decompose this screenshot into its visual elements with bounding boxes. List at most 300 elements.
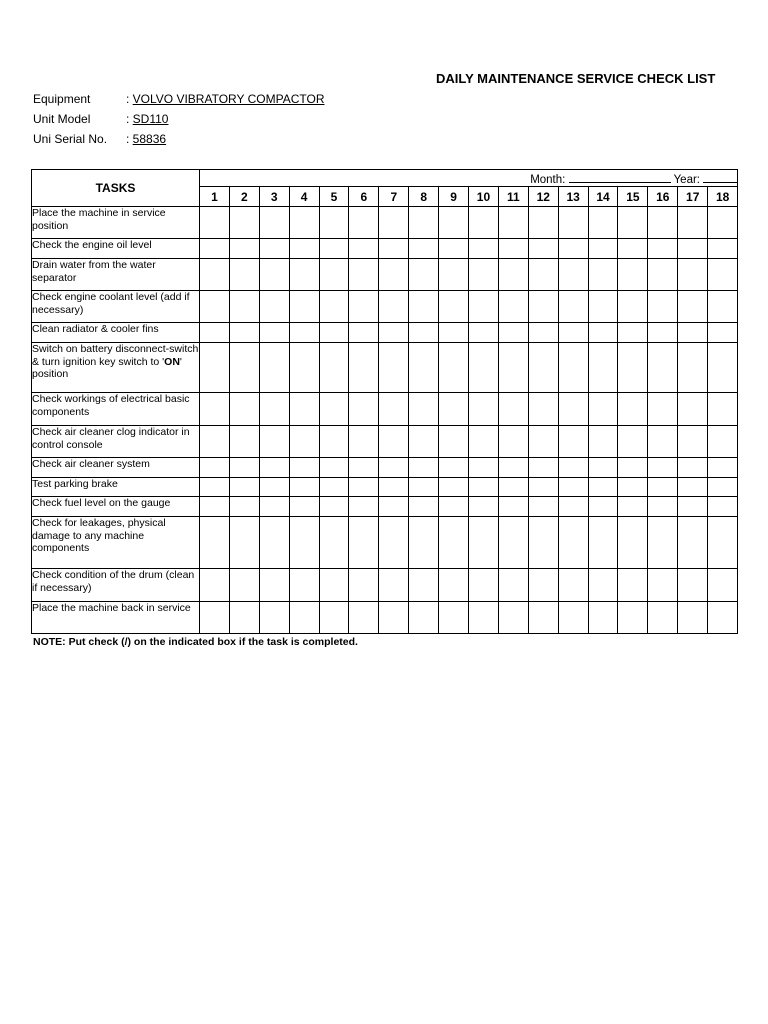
check-box[interactable]: [528, 458, 558, 478]
check-box[interactable]: [498, 239, 528, 259]
task-text: Check engine coolant level (add if necessary): [32, 291, 190, 316]
check-box[interactable]: [200, 393, 230, 426]
check-box[interactable]: [229, 478, 259, 497]
check-box[interactable]: [678, 602, 708, 634]
check-box[interactable]: [349, 207, 379, 239]
check-box[interactable]: [349, 393, 379, 426]
check-box[interactable]: [528, 426, 558, 458]
check-box[interactable]: [678, 291, 708, 323]
check-box[interactable]: [200, 602, 230, 634]
task-text: Check fuel level on the gauge: [32, 497, 171, 509]
check-box[interactable]: [439, 517, 469, 569]
check-box[interactable]: [319, 602, 349, 634]
check-box[interactable]: [229, 207, 259, 239]
check-box[interactable]: [229, 569, 259, 602]
check-box[interactable]: [379, 426, 409, 458]
check-box[interactable]: [229, 259, 259, 291]
check-box[interactable]: [469, 239, 499, 259]
check-box[interactable]: [289, 426, 319, 458]
check-box[interactable]: [558, 602, 588, 634]
check-box[interactable]: [319, 478, 349, 497]
check-box[interactable]: [469, 426, 499, 458]
check-box[interactable]: [708, 239, 738, 259]
check-box[interactable]: [469, 602, 499, 634]
table-row: [32, 207, 738, 239]
check-box[interactable]: [708, 497, 738, 517]
check-box[interactable]: [349, 602, 379, 634]
check-box[interactable]: [319, 207, 349, 239]
check-box[interactable]: [588, 393, 618, 426]
check-box[interactable]: [439, 569, 469, 602]
meta-label: Equipment: [33, 92, 91, 106]
check-box[interactable]: [708, 602, 738, 634]
check-box[interactable]: [289, 517, 319, 569]
check-box[interactable]: [588, 602, 618, 634]
task-text-suffix: ' position: [32, 355, 182, 380]
check-box[interactable]: [618, 517, 648, 569]
check-box[interactable]: [349, 478, 379, 497]
check-box[interactable]: [588, 343, 618, 393]
check-box[interactable]: [409, 207, 439, 239]
check-box[interactable]: [528, 239, 558, 259]
check-box[interactable]: [678, 259, 708, 291]
check-box[interactable]: [259, 207, 289, 239]
check-box[interactable]: [648, 343, 678, 393]
check-box[interactable]: [469, 497, 499, 517]
check-box[interactable]: [200, 517, 230, 569]
check-box[interactable]: [469, 291, 499, 323]
check-box[interactable]: [229, 602, 259, 634]
check-box[interactable]: [528, 323, 558, 343]
check-box[interactable]: [528, 602, 558, 634]
check-box[interactable]: [469, 259, 499, 291]
check-box[interactable]: [289, 291, 319, 323]
check-box[interactable]: [678, 458, 708, 478]
task-text: Check condition of the drum (clean if necessary): [32, 569, 195, 594]
check-box[interactable]: [618, 291, 648, 323]
check-box[interactable]: [678, 323, 708, 343]
check-box[interactable]: [648, 239, 678, 259]
check-box[interactable]: [708, 323, 738, 343]
note-text: NOTE: Put check (/) on the indicated box if the task is completed.: [33, 636, 358, 648]
check-box[interactable]: [439, 291, 469, 323]
check-box[interactable]: [319, 426, 349, 458]
check-box[interactable]: [319, 323, 349, 343]
check-box[interactable]: [259, 517, 289, 569]
check-box[interactable]: [558, 517, 588, 569]
check-box[interactable]: [439, 343, 469, 393]
check-box[interactable]: [618, 426, 648, 458]
month-blank[interactable]: [569, 172, 671, 183]
check-box[interactable]: [648, 497, 678, 517]
check-box[interactable]: [498, 393, 528, 426]
check-box[interactable]: [708, 478, 738, 497]
check-box[interactable]: [200, 426, 230, 458]
check-box[interactable]: [648, 458, 678, 478]
check-box[interactable]: [528, 497, 558, 517]
check-box[interactable]: [469, 458, 499, 478]
check-box[interactable]: [528, 343, 558, 393]
check-box[interactable]: [259, 291, 289, 323]
task-text-bold: ON: [164, 355, 180, 368]
check-box[interactable]: [439, 426, 469, 458]
check-box[interactable]: [618, 569, 648, 602]
day-header: 12: [528, 187, 558, 207]
day-header: 7: [379, 187, 409, 207]
check-box[interactable]: [498, 343, 528, 393]
check-box[interactable]: [678, 497, 708, 517]
meta-value: 58836: [132, 132, 167, 146]
check-box[interactable]: [648, 426, 678, 458]
check-box[interactable]: [319, 291, 349, 323]
check-box[interactable]: [409, 458, 439, 478]
check-box[interactable]: [229, 497, 259, 517]
check-box[interactable]: [588, 323, 618, 343]
check-box[interactable]: [379, 343, 409, 393]
check-box[interactable]: [528, 259, 558, 291]
check-box[interactable]: [379, 458, 409, 478]
check-box[interactable]: [379, 239, 409, 259]
check-box[interactable]: [439, 497, 469, 517]
check-box[interactable]: [409, 426, 439, 458]
check-box[interactable]: [558, 426, 588, 458]
check-box[interactable]: [259, 323, 289, 343]
check-box[interactable]: [379, 517, 409, 569]
year-blank[interactable]: [703, 172, 737, 183]
check-box[interactable]: [439, 259, 469, 291]
table-row: [32, 343, 738, 393]
check-box[interactable]: [708, 259, 738, 291]
check-box[interactable]: [618, 343, 648, 393]
check-box[interactable]: [528, 478, 558, 497]
check-box[interactable]: [648, 207, 678, 239]
check-box[interactable]: [648, 569, 678, 602]
check-box[interactable]: [259, 497, 289, 517]
tasks-header: TASKS: [32, 170, 200, 207]
check-box[interactable]: [678, 393, 708, 426]
check-box[interactable]: [409, 323, 439, 343]
check-box[interactable]: [708, 426, 738, 458]
check-box[interactable]: [588, 497, 618, 517]
check-box[interactable]: [289, 569, 319, 602]
check-box[interactable]: [200, 259, 230, 291]
check-box[interactable]: [409, 239, 439, 259]
check-box[interactable]: [708, 517, 738, 569]
check-box[interactable]: [558, 458, 588, 478]
check-box[interactable]: [259, 259, 289, 291]
check-box[interactable]: [498, 291, 528, 323]
table-row: [32, 239, 738, 259]
check-box[interactable]: [409, 259, 439, 291]
check-box[interactable]: [588, 239, 618, 259]
check-box[interactable]: [588, 259, 618, 291]
check-box[interactable]: [439, 393, 469, 426]
check-box[interactable]: [289, 478, 319, 497]
check-box[interactable]: [558, 291, 588, 323]
check-box[interactable]: [379, 393, 409, 426]
check-box[interactable]: [678, 239, 708, 259]
task-label: [32, 517, 200, 569]
check-box[interactable]: [588, 207, 618, 239]
check-box[interactable]: [678, 207, 708, 239]
check-box[interactable]: [229, 239, 259, 259]
check-box[interactable]: [439, 458, 469, 478]
check-box[interactable]: [200, 458, 230, 478]
check-box[interactable]: [558, 239, 588, 259]
check-box[interactable]: [498, 497, 528, 517]
day-header: 17: [678, 187, 708, 207]
check-box[interactable]: [259, 426, 289, 458]
check-box[interactable]: [678, 426, 708, 458]
check-box[interactable]: [200, 478, 230, 497]
check-box[interactable]: [349, 426, 379, 458]
check-box[interactable]: [558, 478, 588, 497]
check-box[interactable]: [409, 517, 439, 569]
task-label: [32, 239, 200, 259]
check-box[interactable]: [319, 239, 349, 259]
check-box[interactable]: [498, 517, 528, 569]
check-box[interactable]: [259, 458, 289, 478]
check-box[interactable]: [469, 517, 499, 569]
check-box[interactable]: [259, 343, 289, 393]
check-box[interactable]: [648, 602, 678, 634]
meta-colon: :: [126, 112, 133, 126]
check-box[interactable]: [349, 458, 379, 478]
check-box[interactable]: [409, 497, 439, 517]
check-box[interactable]: [618, 393, 648, 426]
check-box[interactable]: [708, 458, 738, 478]
check-box[interactable]: [558, 497, 588, 517]
check-box[interactable]: [439, 602, 469, 634]
check-box[interactable]: [708, 569, 738, 602]
task-label: [32, 458, 200, 478]
check-box[interactable]: [259, 602, 289, 634]
check-box[interactable]: [469, 569, 499, 602]
check-box[interactable]: [319, 393, 349, 426]
check-box[interactable]: [558, 207, 588, 239]
task-label: [32, 323, 200, 343]
check-box[interactable]: [229, 426, 259, 458]
table-row: [32, 458, 738, 478]
check-box[interactable]: [289, 323, 319, 343]
check-box[interactable]: [469, 478, 499, 497]
check-box[interactable]: [349, 291, 379, 323]
check-box[interactable]: [379, 291, 409, 323]
check-box[interactable]: [618, 207, 648, 239]
check-box[interactable]: [708, 393, 738, 426]
check-box[interactable]: [618, 458, 648, 478]
check-box[interactable]: [289, 239, 319, 259]
check-box[interactable]: [349, 343, 379, 393]
check-box[interactable]: [289, 497, 319, 517]
table-row: [32, 569, 738, 602]
check-box[interactable]: [349, 259, 379, 291]
check-box[interactable]: [289, 602, 319, 634]
day-header: 3: [259, 187, 289, 207]
check-box[interactable]: [379, 259, 409, 291]
day-header: 2: [229, 187, 259, 207]
check-box[interactable]: [498, 569, 528, 602]
check-box[interactable]: [528, 517, 558, 569]
check-box[interactable]: [319, 569, 349, 602]
check-box[interactable]: [349, 497, 379, 517]
check-box[interactable]: [200, 291, 230, 323]
check-box[interactable]: [498, 458, 528, 478]
check-box[interactable]: [498, 426, 528, 458]
check-box[interactable]: [618, 497, 648, 517]
check-box[interactable]: [648, 259, 678, 291]
check-box[interactable]: [319, 497, 349, 517]
check-box[interactable]: [498, 207, 528, 239]
check-box[interactable]: [200, 497, 230, 517]
check-box[interactable]: [229, 517, 259, 569]
check-box[interactable]: [678, 343, 708, 393]
check-box[interactable]: [528, 291, 558, 323]
check-box[interactable]: [588, 426, 618, 458]
task-label: [32, 569, 200, 602]
check-box[interactable]: [558, 259, 588, 291]
check-box[interactable]: [498, 478, 528, 497]
check-box[interactable]: [200, 343, 230, 393]
check-box[interactable]: [648, 478, 678, 497]
check-box[interactable]: [289, 207, 319, 239]
check-box[interactable]: [439, 478, 469, 497]
check-box[interactable]: [259, 569, 289, 602]
check-box[interactable]: [289, 458, 319, 478]
check-box[interactable]: [409, 291, 439, 323]
task-label: [32, 207, 200, 239]
check-box[interactable]: [229, 343, 259, 393]
check-box[interactable]: [498, 602, 528, 634]
check-box[interactable]: [528, 393, 558, 426]
check-box[interactable]: [588, 569, 618, 602]
checklist-table: [31, 169, 738, 634]
check-box[interactable]: [409, 478, 439, 497]
table-row: [32, 517, 738, 569]
check-box[interactable]: [498, 259, 528, 291]
check-box[interactable]: [289, 343, 319, 393]
check-box[interactable]: [498, 323, 528, 343]
check-box[interactable]: [349, 517, 379, 569]
page-title: DAILY MAINTENANCE SERVICE CHECK LIST: [436, 71, 716, 86]
check-box[interactable]: [379, 569, 409, 602]
check-box[interactable]: [409, 569, 439, 602]
check-box[interactable]: [379, 602, 409, 634]
check-box[interactable]: [558, 343, 588, 393]
check-box[interactable]: [319, 343, 349, 393]
check-box[interactable]: [618, 239, 648, 259]
task-label: [32, 291, 200, 323]
check-box[interactable]: [439, 207, 469, 239]
task-label: [32, 393, 200, 426]
check-box[interactable]: [678, 478, 708, 497]
check-box[interactable]: [259, 478, 289, 497]
check-box[interactable]: [409, 393, 439, 426]
year-label: Year:: [673, 174, 700, 186]
check-box[interactable]: [469, 343, 499, 393]
check-box[interactable]: [229, 291, 259, 323]
check-box[interactable]: [349, 569, 379, 602]
check-box[interactable]: [229, 393, 259, 426]
meta-value: VOLVO VIBRATORY COMPACTOR: [132, 92, 325, 106]
meta-value-field: [126, 92, 325, 106]
check-box[interactable]: [678, 517, 708, 569]
check-box[interactable]: [319, 458, 349, 478]
check-box[interactable]: [528, 207, 558, 239]
check-box[interactable]: [588, 517, 618, 569]
table-row: [32, 478, 738, 497]
check-box[interactable]: [618, 259, 648, 291]
check-box[interactable]: [618, 323, 648, 343]
check-box[interactable]: [469, 323, 499, 343]
check-box[interactable]: [200, 207, 230, 239]
check-box[interactable]: [558, 569, 588, 602]
check-box[interactable]: [259, 393, 289, 426]
check-box[interactable]: [708, 343, 738, 393]
check-box[interactable]: [200, 239, 230, 259]
meta-colon: :: [126, 92, 133, 106]
check-box[interactable]: [349, 323, 379, 343]
check-box[interactable]: [319, 517, 349, 569]
check-box[interactable]: [588, 478, 618, 497]
check-box[interactable]: [289, 393, 319, 426]
check-box[interactable]: [200, 569, 230, 602]
check-box[interactable]: [439, 323, 469, 343]
check-box[interactable]: [409, 343, 439, 393]
check-box[interactable]: [469, 207, 499, 239]
task-label: [32, 497, 200, 517]
check-box[interactable]: [409, 602, 439, 634]
day-header: 15: [618, 187, 648, 207]
day-header: 4: [289, 187, 319, 207]
check-box[interactable]: [379, 497, 409, 517]
check-box[interactable]: [678, 569, 708, 602]
task-text: Place the machine in service position: [32, 207, 166, 232]
check-box[interactable]: [200, 323, 230, 343]
check-box[interactable]: [618, 602, 648, 634]
check-box[interactable]: [379, 207, 409, 239]
table-row: [32, 323, 738, 343]
check-box[interactable]: [558, 323, 588, 343]
table-row: [32, 259, 738, 291]
check-box[interactable]: [439, 239, 469, 259]
check-box[interactable]: [648, 291, 678, 323]
check-box[interactable]: [618, 478, 648, 497]
check-box[interactable]: [289, 259, 319, 291]
check-box[interactable]: [588, 458, 618, 478]
check-box[interactable]: [349, 239, 379, 259]
check-box[interactable]: [648, 323, 678, 343]
check-box[interactable]: [379, 323, 409, 343]
check-box[interactable]: [708, 291, 738, 323]
check-box[interactable]: [469, 393, 499, 426]
month-year-row: [32, 170, 738, 187]
day-header: 1: [200, 187, 230, 207]
check-box[interactable]: [648, 393, 678, 426]
check-box[interactable]: [588, 291, 618, 323]
check-box[interactable]: [528, 569, 558, 602]
table-row: [32, 291, 738, 323]
month-year-field: [200, 170, 738, 187]
check-box[interactable]: [379, 478, 409, 497]
check-box[interactable]: [229, 458, 259, 478]
check-box[interactable]: [259, 239, 289, 259]
check-box[interactable]: [229, 323, 259, 343]
check-box[interactable]: [319, 259, 349, 291]
check-box[interactable]: [708, 207, 738, 239]
check-box[interactable]: [558, 393, 588, 426]
check-box[interactable]: [648, 517, 678, 569]
